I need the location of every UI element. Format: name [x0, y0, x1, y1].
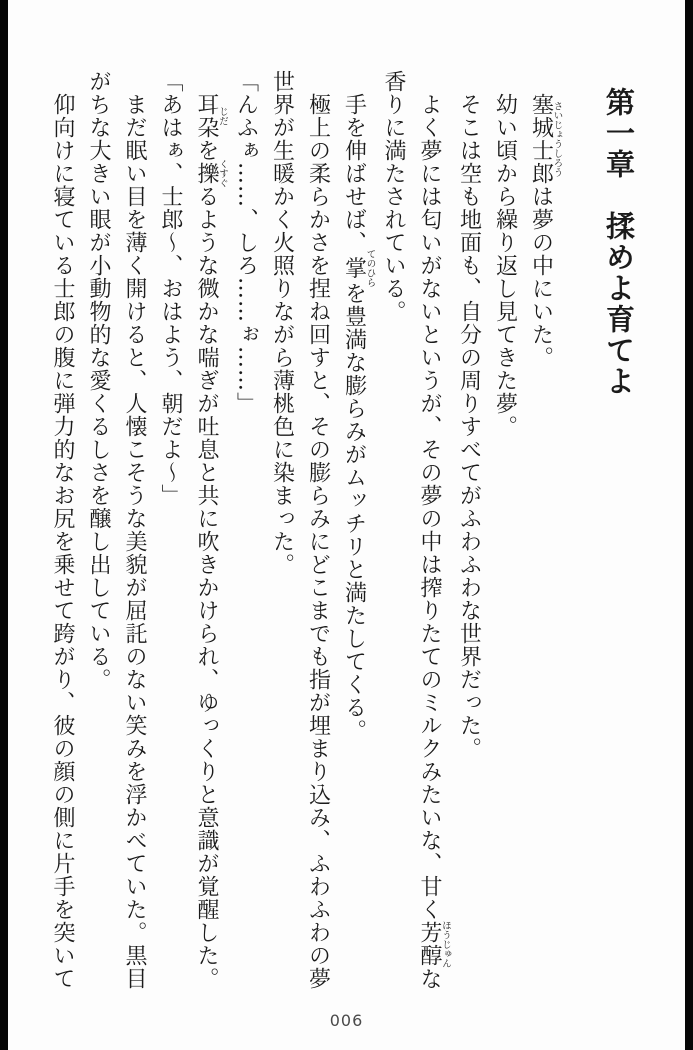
text-line: 仰向けに寝ている士郎の腹に弾力的なお尻を乗せて跨がり、彼の顔の側に片手を突いて — [50, 93, 75, 990]
furigana-ruby: 塞城士郎さいじょうしろう — [528, 93, 563, 185]
left-page-edge — [0, 0, 8, 1050]
furigana-ruby: 耳朶じだ — [194, 93, 228, 139]
furigana-ruby: 掌てのひら — [341, 249, 376, 287]
text-line: 塞城士郎さいじょうしろうは夢の中にいた。 — [528, 93, 563, 369]
right-page-edge — [685, 0, 693, 1050]
page-number: 006 — [329, 1011, 364, 1030]
text-area — [44, 70, 640, 998]
text-line: まだ眠い目を薄く開けると、人懐こそうな美貌が屈託のない笑みを浮かべていた。黒目 — [122, 93, 147, 990]
furigana-ruby: 擽くすぐ — [194, 159, 228, 188]
text-line: 「あはぁ、士郎～、おはよう、朝だよ～」 — [158, 70, 183, 507]
text-line: 「んふぁ……、しろ……ぉ……」 — [233, 70, 259, 415]
text-line: 香りに満たされている。 — [381, 70, 406, 323]
text-line: 耳朶じだを擽くすぐるような微かな喘ぎが吐息と共に吹きかけられ、ゆっくりと意識が覚醒した。 — [194, 93, 228, 990]
furigana-ruby: 芳醇ほうじゅん — [417, 920, 451, 969]
text-line: よく夢には匂いがないというが、その夢の中は搾りたてのミルクみたいな、甘く芳醇ほうじゅんな — [417, 93, 451, 991]
body-text — [44, 70, 562, 998]
text-line: 手を伸ばせば、掌てのひらを豊満な膨らみがムッチリと満たしてくる。 — [341, 93, 376, 742]
text-line: 極上の柔らかさを捏ね回すと、その膨らみにどこまでも指が埋まり込み、ふわふわの夢 — [305, 93, 331, 990]
text-line: 幼い頃から繰り返し見てきた夢。 — [492, 93, 518, 438]
text-line: そこは空も地面も、自分の周りすべてがふわふわな世界だった。 — [456, 93, 482, 760]
text-line: がちな大きい眼が小動物的な愛くるしさを醸し出している。 — [86, 70, 111, 691]
chapter-title: 第一章 揉めよ育てよ — [602, 87, 636, 397]
text-line: 世界が生暖かく火照りながら薄桃色に染まった。 — [269, 70, 295, 576]
